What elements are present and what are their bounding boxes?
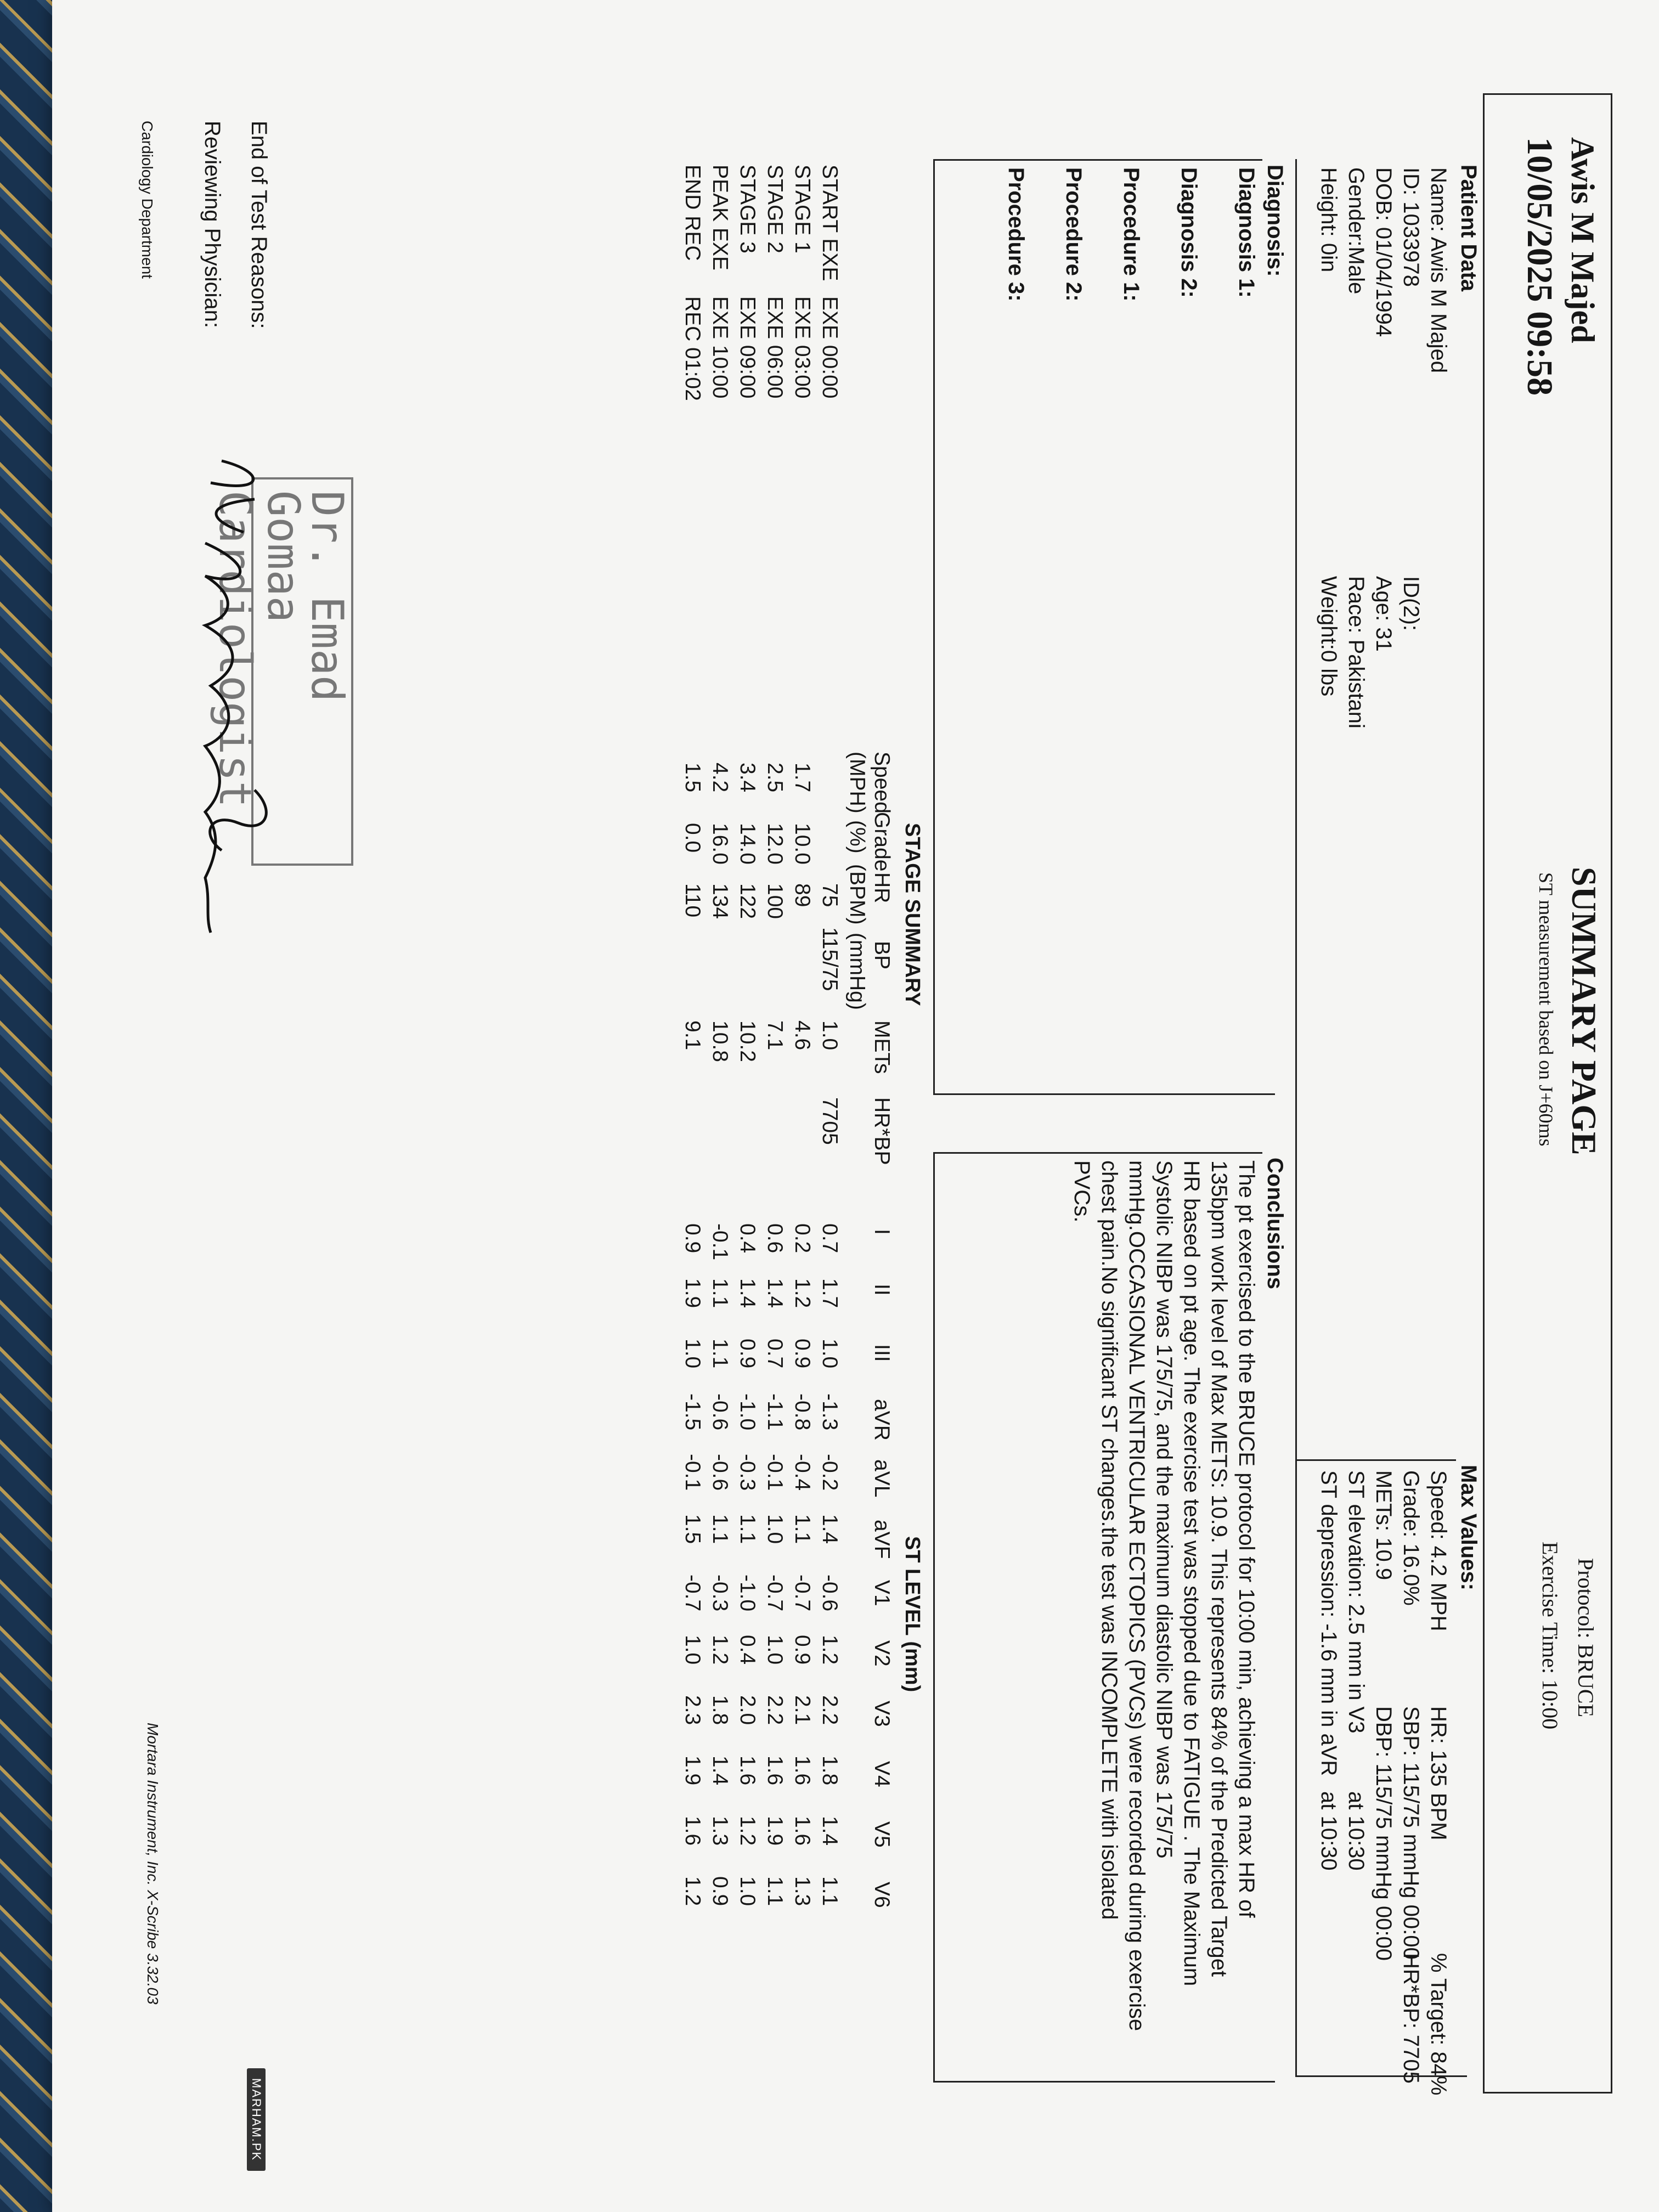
department: Cardiology Department — [139, 121, 156, 279]
row-st-v6: 1.1 — [763, 1876, 787, 1906]
max-speed: Speed: 4.2 MPH — [1426, 1470, 1451, 1632]
row-speed: 1.5 — [681, 763, 704, 793]
stamp-line-2: Cardiologist — [210, 490, 261, 808]
col-lead-ii: II — [870, 1284, 894, 1296]
row-grade: 16.0 — [708, 823, 732, 865]
row-st-v5: 1.6 — [791, 1816, 814, 1846]
row-st-v1: -0.7 — [791, 1575, 814, 1612]
row-stage: END REC — [681, 165, 704, 261]
row-st-v4: 1.9 — [681, 1756, 704, 1786]
row-stage: STAGE 3 — [736, 165, 759, 253]
diagnosis-2: Diagnosis 2: — [1177, 167, 1201, 298]
row-time: EXE 00:00 — [818, 296, 842, 399]
row-st-v5: 1.6 — [681, 1816, 704, 1846]
max-target: % Target: 84% — [1426, 1953, 1451, 2096]
conclusion-line: The pt exercised to the BRUCE protocol for 10:00 min, achieving a max HR of — [1234, 1160, 1259, 1918]
row-grade: 14.0 — [736, 823, 759, 865]
row-bp: 115/75 — [818, 927, 842, 991]
diagnosis-1: Diagnosis 1: — [1234, 167, 1259, 298]
table-row — [735, 165, 759, 2118]
row-st-avl: -0.3 — [736, 1454, 759, 1491]
stage-summary-table — [617, 165, 847, 2118]
max-dbp: DBP: 115/75 mmHg 00:00 — [1372, 1706, 1396, 1961]
page-subtitle: ST measurement based on J+60ms — [1535, 872, 1557, 1147]
row-st-ii: 1.9 — [681, 1278, 704, 1308]
st-elevation-time: at 10:30 — [1344, 1791, 1368, 1871]
col-hrbp: HR*BP — [870, 1097, 894, 1165]
row-st-avl: -0.1 — [681, 1454, 704, 1491]
row-st-v6: 1.0 — [736, 1876, 759, 1906]
table-row — [763, 165, 787, 2118]
stamp-line-1: Dr. Emad Gomaa — [258, 490, 353, 702]
row-mets: 7.1 — [763, 1020, 787, 1051]
row-grade: 12.0 — [763, 823, 787, 865]
row-hr: 89 — [791, 883, 814, 907]
st-level-title: ST LEVEL (mm) — [901, 1536, 924, 1692]
row-st-v5: 1.2 — [736, 1816, 759, 1846]
col-grade: Grade — [870, 812, 894, 872]
row-st-v2: 1.0 — [681, 1635, 704, 1665]
table-row — [708, 165, 732, 2118]
row-stage: STAGE 2 — [763, 165, 787, 253]
table-row — [817, 165, 842, 2118]
conclusions-heading: Conclusions — [1262, 1152, 1287, 1295]
col-lead-v1: V1 — [870, 1580, 894, 1606]
patient-weight: Weight:0 lbs — [1317, 576, 1341, 697]
vendor-footer: Mortara Instrument, Inc. X-Scribe 3.32.03 — [144, 1723, 161, 2005]
row-st-v6: 1.3 — [791, 1876, 814, 1906]
patient-dob: DOB: 01/04/1994 — [1372, 167, 1396, 337]
row-st-v4: 1.6 — [763, 1756, 787, 1786]
row-st-v1: -0.7 — [763, 1575, 787, 1612]
row-st-iii: 1.0 — [681, 1339, 704, 1369]
row-hrbp: 7705 — [818, 1097, 842, 1145]
row-st-v5: 1.9 — [763, 1816, 787, 1846]
row-st-avl: -0.6 — [708, 1454, 732, 1491]
patient-name: Name: Awis M Majed — [1426, 167, 1451, 373]
col-lead-iii: III — [870, 1344, 894, 1362]
row-hr: 134 — [708, 883, 732, 919]
conclusion-line: PVCs. — [1070, 1160, 1094, 1223]
row-grade: 0.0 — [681, 823, 704, 853]
row-st-ii: 1.4 — [736, 1278, 759, 1308]
procedure-3: Procedure 3: — [1004, 167, 1028, 302]
row-st-avr: -1.3 — [818, 1393, 842, 1431]
row-st-v4: 1.6 — [736, 1756, 759, 1786]
row-stage: START EXE — [818, 165, 842, 281]
row-st-v6: 1.2 — [681, 1876, 704, 1906]
col-lead-v2: V2 — [870, 1640, 894, 1667]
row-st-avr: -1.1 — [763, 1393, 787, 1431]
table-row — [680, 165, 704, 2118]
row-st-v2: 1.2 — [708, 1635, 732, 1665]
row-st-i: -0.1 — [708, 1223, 732, 1261]
row-time: REC 01:02 — [681, 296, 704, 401]
patient-id2: ID(2): — [1399, 576, 1423, 631]
max-mets: METs: 10.9 — [1372, 1470, 1396, 1581]
row-mets: 4.6 — [791, 1020, 814, 1051]
row-st-ii: 1.2 — [791, 1278, 814, 1308]
exercise-time: Exercise Time: 10:00 — [1538, 1542, 1562, 1730]
row-st-avf: 1.0 — [763, 1514, 787, 1544]
row-st-v1: -0.3 — [708, 1575, 732, 1612]
row-st-v4: 1.8 — [818, 1756, 842, 1786]
col-hr-unit: (BPM) — [845, 864, 869, 925]
col-lead-v3: V3 — [870, 1701, 894, 1727]
row-st-i: 0.6 — [763, 1223, 787, 1254]
row-speed: 3.4 — [736, 763, 759, 793]
row-st-v2: 0.4 — [736, 1635, 759, 1665]
max-hr: HR: 135 BPM — [1426, 1706, 1451, 1841]
stage-summary-title: STAGE SUMMARY — [901, 823, 924, 1006]
col-lead-avf: aVF — [870, 1520, 894, 1559]
row-st-iii: 0.9 — [791, 1339, 814, 1369]
row-st-v3: 2.2 — [763, 1695, 787, 1725]
row-mets: 1.0 — [818, 1020, 842, 1051]
row-st-v2: 0.9 — [791, 1635, 814, 1665]
row-st-avr: -1.0 — [736, 1393, 759, 1431]
row-mets: 10.2 — [736, 1020, 759, 1062]
row-st-v5: 1.3 — [708, 1816, 732, 1846]
row-hr: 122 — [736, 883, 759, 919]
diagnosis-heading: Diagnosis: — [1262, 159, 1287, 282]
col-lead-v5: V5 — [870, 1821, 894, 1848]
row-speed: 4.2 — [708, 763, 732, 793]
col-lead-avr: aVR — [870, 1399, 894, 1441]
row-st-avf: 1.5 — [681, 1514, 704, 1544]
conclusion-line: HR based on pt age. The exercise test was stopped due to FATIGUE . The Maximum — [1180, 1160, 1204, 1987]
table-row — [790, 165, 814, 2118]
col-mets: METs — [870, 1020, 894, 1074]
max-st-depression: ST depression: -1.6 mm in aVR — [1317, 1470, 1341, 1776]
row-st-i: 0.2 — [791, 1223, 814, 1254]
protocol-label: Protocol: BRUCE — [1573, 1558, 1598, 1718]
row-st-avf: 1.4 — [818, 1514, 842, 1544]
row-st-v3: 2.1 — [791, 1695, 814, 1725]
row-st-v4: 1.4 — [708, 1756, 732, 1786]
row-st-avf: 1.1 — [791, 1514, 814, 1544]
row-st-v1: -1.0 — [736, 1575, 759, 1612]
row-st-i: 0.9 — [681, 1223, 704, 1254]
row-st-avl: -0.1 — [763, 1454, 787, 1491]
patient-data-heading: Patient Data — [1456, 159, 1481, 297]
rotated-report — [52, 0, 1659, 2212]
conclusion-line: chest pain.No significant ST changes.the test was INCOMPLETE with isolated — [1097, 1160, 1121, 1920]
col-speed: Speed — [870, 752, 894, 814]
patient-id: ID: 1033978 — [1399, 167, 1423, 287]
col-lead-avl: aVL — [870, 1459, 894, 1498]
row-st-iii: 0.7 — [763, 1339, 787, 1369]
row-st-avr: -0.8 — [791, 1393, 814, 1431]
row-mets: 9.1 — [681, 1020, 704, 1051]
row-st-v2: 1.2 — [818, 1635, 842, 1665]
patient-name-header: Awis M Majed — [1565, 137, 1601, 343]
row-st-avr: -1.5 — [681, 1393, 704, 1431]
patient-height: Height: 0in — [1317, 167, 1341, 273]
row-st-ii: 1.7 — [818, 1278, 842, 1308]
row-st-iii: 1.1 — [708, 1339, 732, 1369]
row-speed: 2.5 — [763, 763, 787, 793]
col-grade-unit: (%) — [845, 820, 869, 854]
row-grade: 10.0 — [791, 823, 814, 865]
row-speed: 1.7 — [791, 763, 814, 793]
row-st-iii: 0.9 — [736, 1339, 759, 1369]
row-stage: PEAK EXE — [708, 165, 732, 270]
row-st-i: 0.7 — [818, 1223, 842, 1254]
row-st-v4: 1.6 — [791, 1756, 814, 1786]
page-title: SUMMARY PAGE — [1565, 867, 1604, 1155]
row-st-v3: 1.8 — [708, 1695, 732, 1725]
row-st-avr: -0.6 — [708, 1393, 732, 1431]
row-st-v5: 1.4 — [818, 1816, 842, 1846]
col-lead-v4: V4 — [870, 1761, 894, 1787]
row-st-v6: 0.9 — [708, 1876, 732, 1906]
patient-gender: Gender:Male — [1344, 167, 1368, 295]
row-mets: 10.8 — [708, 1020, 732, 1062]
row-st-i: 0.4 — [736, 1223, 759, 1254]
diagnosis-box — [933, 159, 1275, 1095]
row-st-iii: 1.0 — [818, 1339, 842, 1369]
conclusion-line: Systolic NIBP was 175/75, and the maximum diastolic NIBP was 175/75 — [1152, 1160, 1176, 1859]
max-sbp: SBP: 115/75 mmHg 00:00 — [1399, 1706, 1423, 1960]
row-hr: 100 — [763, 883, 787, 919]
row-st-avf: 1.1 — [736, 1514, 759, 1544]
reviewing-physician: Reviewing Physician: — [200, 121, 224, 328]
physician-signature — [167, 450, 287, 944]
end-test-reasons: End of Test Reasons: — [247, 121, 271, 329]
conclusion-line: mmHg.OCCASIONAL VENTRICULAR ECTOPICS (PVCs) were recorded during exercise — [1125, 1160, 1149, 2032]
col-lead-v6: V6 — [870, 1882, 894, 1908]
row-st-ii: 1.4 — [763, 1278, 787, 1308]
row-time: EXE 06:00 — [763, 296, 787, 399]
max-hrbp: HR*BP: 7705 — [1399, 1953, 1423, 2084]
row-time: EXE 10:00 — [708, 296, 732, 399]
col-hr: HR — [870, 872, 894, 904]
col-bp: BP — [870, 941, 894, 970]
row-st-avl: -0.4 — [791, 1454, 814, 1491]
row-time: EXE 03:00 — [791, 296, 814, 399]
max-grade: Grade: 16.0% — [1399, 1470, 1423, 1606]
patient-age: Age: 31 — [1372, 576, 1396, 652]
col-bp-unit: (mmHg) — [845, 933, 869, 1010]
table-header — [845, 165, 907, 2118]
row-st-v6: 1.1 — [818, 1876, 842, 1906]
report-datetime: 10/05/2025 09:58 — [1520, 137, 1560, 396]
watermark-badge: MARHAM.PK — [247, 2068, 266, 2171]
row-time: EXE 09:00 — [736, 296, 759, 399]
row-st-ii: 1.1 — [708, 1278, 732, 1308]
procedure-2: Procedure 2: — [1062, 167, 1086, 302]
procedure-1: Procedure 1: — [1119, 167, 1143, 302]
patient-race: Race: Pakistani — [1344, 576, 1368, 729]
conclusion-line: 135bpm work level of Max METS: 10.9. This represents 84% of the Predicted Target — [1207, 1160, 1231, 1977]
row-st-v1: -0.7 — [681, 1575, 704, 1612]
st-depression-time: at 10:30 — [1317, 1791, 1341, 1871]
max-st-elevation: ST elevation: 2.5 mm in V3 — [1344, 1470, 1368, 1734]
row-hr: 110 — [681, 883, 704, 918]
row-hr: 75 — [818, 883, 842, 907]
max-values-heading: Max Values: — [1456, 1459, 1481, 1596]
row-st-v3: 2.2 — [818, 1695, 842, 1725]
row-stage: STAGE 1 — [791, 165, 814, 253]
row-st-avl: -0.2 — [818, 1454, 842, 1491]
row-st-avf: 1.1 — [708, 1514, 732, 1544]
col-lead-i: I — [870, 1229, 894, 1235]
row-st-v1: -0.6 — [818, 1575, 842, 1612]
row-st-v3: 2.3 — [681, 1695, 704, 1725]
col-speed-unit: (MPH) — [845, 752, 869, 814]
row-st-v2: 1.0 — [763, 1635, 787, 1665]
row-st-v3: 2.0 — [736, 1695, 759, 1725]
